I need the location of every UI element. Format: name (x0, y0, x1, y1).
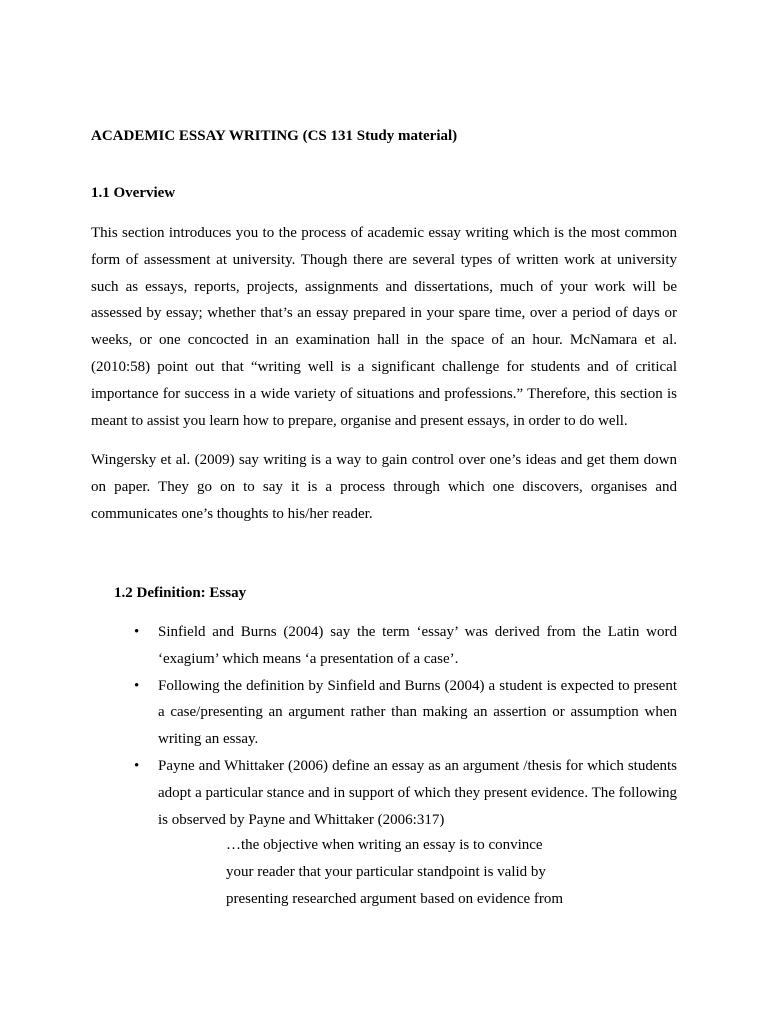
block-quote (226, 832, 563, 912)
bullet-text: Sinfield and Burns (2004) say the term ‘essay’ was derived from the Latin word ‘exagium’ which means ‘a presentation of a case’. (158, 624, 677, 667)
quote-line: your reader that your particular standpoint is valid by (226, 863, 546, 880)
definition-bullet-list (134, 619, 677, 833)
bullet-icon: • (134, 757, 140, 774)
overview-paragraph-2: Wingersky et al. (2009) say writing is a way to gain control over one’s ideas and get them down on paper. They go on to say it is a process through which one discovers, organises and communicates one’s thoughts to his/her reader. (91, 452, 677, 522)
bullet-icon: • (134, 624, 140, 640)
bullet-icon: • (134, 677, 140, 694)
list-item (134, 753, 677, 833)
quote-line: …the objective when writing an essay is to convince (226, 837, 543, 853)
document-title: ACADEMIC ESSAY WRITING (CS 131 Study material) (91, 128, 458, 144)
bullet-text: Following the definition by Sinfield and Burns (2004) a student is expected to present a case/presenting an argument rather than making an assertion or assumption when writing an essay. (158, 677, 677, 748)
bullet-text: Payne and Whittaker (2006) define an essay as an argument /thesis for which students adopt a particular stance and in support of which they present evidence. The following is observed by Payne and Whittaker (2006:317) (158, 757, 677, 828)
list-item (134, 673, 677, 753)
section-heading-definition: 1.2 Definition: Essay (114, 585, 247, 601)
quote-line: presenting researched argument based on evidence from (226, 890, 564, 907)
section-heading-overview: 1.1 Overview (91, 185, 176, 201)
list-item (134, 619, 677, 673)
overview-paragraph-1: This section introduces you to the process of academic essay writing which is the most common form of assessment at university. Though there are several types of written work at university such as essays, reports, projects, assignments and dissertations, much of your work will be assessed by essay; whether that’s an essay prepared in your spare time, over a period of days or weeks, or one concocted in an examination hall in the space of an hour. McNamara et al. (2010:58) point out that “writing well is a significant challenge for students and of critical importance for success in a wide variety of situations and professions.” Therefore, this section is meant to assist you learn how to prepare, organise and present essays, in order to do well. (91, 225, 677, 429)
